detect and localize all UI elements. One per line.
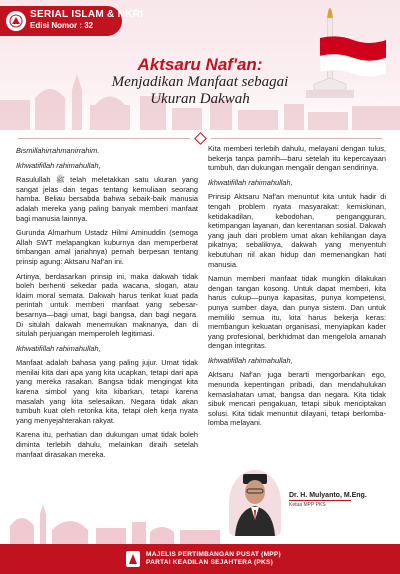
body-paragraph: Rasulullah ﷺ telah meletakkan satu ukuran yang sangat jelas dan tegas tentang kemuliaan seorang hamba. Beliau bersabda bahwa sebaik-baik manusia adalah mereka yang paling banyak memberi manfaat bagi manusia lainnya.: [16, 175, 198, 223]
body-paragraph: Kita memberi terlebih dahulu, melayani dengan tulus, bekerja tanpa pamrih—baru setelah itu kepercayaan tumbuh, dan dukungan mengalir dengan sendirinya.: [208, 144, 386, 173]
subtitle-line-1: Menjadikan Manfaat sebagai: [111, 74, 289, 90]
salutation-paragraph: Ikhwatifillah rahimahullah,: [208, 355, 293, 365]
salutation-paragraph: Ikhwatifillah rahimahullah,: [16, 160, 101, 170]
body-paragraph: Aktsaru Naf'an juga berarti mengorbankan ego, menunda kepentingan pribadi, dan mendahulukan kemaslahatan umat, bangsa dan negara. Kita tidak sibuk mencari pengakuan, tetapi sibuk menciptakan solusi. Kita tidak menuntut dilayani, tetapi berlomba-lomba melayani.: [208, 370, 386, 428]
header-banner: [0, 0, 400, 140]
salutation-paragraph: Ikhwatifillah rahimahullah,: [208, 177, 293, 187]
pks-logo-icon: [6, 11, 26, 31]
series-badge: [0, 6, 144, 36]
author-underline: [289, 500, 351, 501]
body-paragraph: Gurunda Almarhum Ustadz Hilmi Aminuddin (semoga Allah SWT melapangkan kuburnya dan memperberat timbangan amal jariahnya) pernah berpesan tentang prinsip agung: Aktsaru Naf'an ini.: [16, 228, 198, 266]
edition-number: Edisi Nomor : 32: [30, 21, 94, 30]
footer-line-1: MAJELIS PERTIMBANGAN PUSAT (MPP): [146, 551, 281, 558]
body-paragraph: Manfaat adalah bahasa yang paling jujur. Umat tidak menilai kita dari apa yang kita ucapkan, tetapi dari apa yang mereka rasakan. Bangsa tidak mengingat kita karena simbol yang kita kibarkan, tetapi karena masalah yang kita selesaikan. Negara tidak akan tumbuh kuat oleh retorika kita, tetapi oleh kerja nyata yang menyejahterakan rakyat.: [16, 358, 198, 425]
article-column-right: [208, 144, 386, 433]
body-paragraph: Artinya, berdasarkan prinsip ini, maka dakwah tidak boleh berhenti sekedar pada wacana, slogan, atau klaim moral semata. Dakwah harus terikat kuat pada perintah untuk memberi manfaat yang sebesar-besarnya—bagi umat, bagi bangsa, dan bagi negara. Di situlah dakwah menemukan maknanya, dan di situlah perjuangan memperoleh legitimasi.: [16, 271, 198, 339]
subtitle-line-2: Ukuran Dakwah: [150, 91, 250, 107]
pks-footer-logo-icon: [126, 551, 140, 567]
footer-bar: [0, 544, 400, 574]
author-role: Ketua MPP PKS: [289, 502, 326, 508]
article-column-left: [16, 146, 198, 464]
salutation-paragraph: Bismillahirrahmanirrahim.: [16, 146, 100, 155]
section-divider: [18, 133, 382, 143]
divider-line: [211, 138, 383, 139]
footer-line-2: PARTAI KEADILAN SEJAHTERA (PKS): [146, 559, 273, 566]
footer-mosque-illustration: [0, 500, 230, 544]
series-title: SERIAL ISLAM & NKRI: [30, 9, 144, 20]
article-title: Aktsaru Naf'an:: [137, 55, 263, 74]
divider-line: [18, 138, 190, 139]
body-paragraph: Namun memberi manfaat tidak mungkin dilakukan dengan tangan kosong. Untuk dapat memberi, kita harus cukup—punya kapasitas, punya kompetensi, punya sumber daya, dan punya sistem. Dan untuk memiliki semua itu, kita harus bekerja keras: membangun kekuatan organisasi, menyiapkan kader yang profesional, berkhidmat dan mengelola amanah dengan integritas.: [208, 274, 386, 351]
body-paragraph: Prinsip Aktsaru Naf'an menuntut kita untuk hadir di tengah problem nyata masyarakat: kemiskinan, ketidakadilan, kebodohan, pengangguran, ketimpangan layanan, dan kerentanan sosial. Dakwah yang jauh dari problem umat akan kehilangan daya pikatnya; sebaliknya, dakwah yang menyentuh kebutuhan riil akan hidup dan memenangkan hati manusia.: [208, 192, 386, 269]
body-paragraph: Karena itu, perhatian dan dukungan umat tidak boleh diminta terlebih dahulu, melainkan diraih setelah manfaat dirasakan mereka.: [16, 430, 198, 459]
footer-organization: [146, 551, 281, 567]
divider-ornament-icon: [194, 132, 207, 145]
salutation-paragraph: Ikhwatifillah rahimahullah,: [16, 343, 101, 353]
article-subtitle: [0, 74, 400, 108]
author-name: Dr. H. Mulyanto, M.Eng.: [289, 492, 367, 499]
author-block: [225, 470, 395, 540]
author-portrait: [229, 470, 281, 536]
